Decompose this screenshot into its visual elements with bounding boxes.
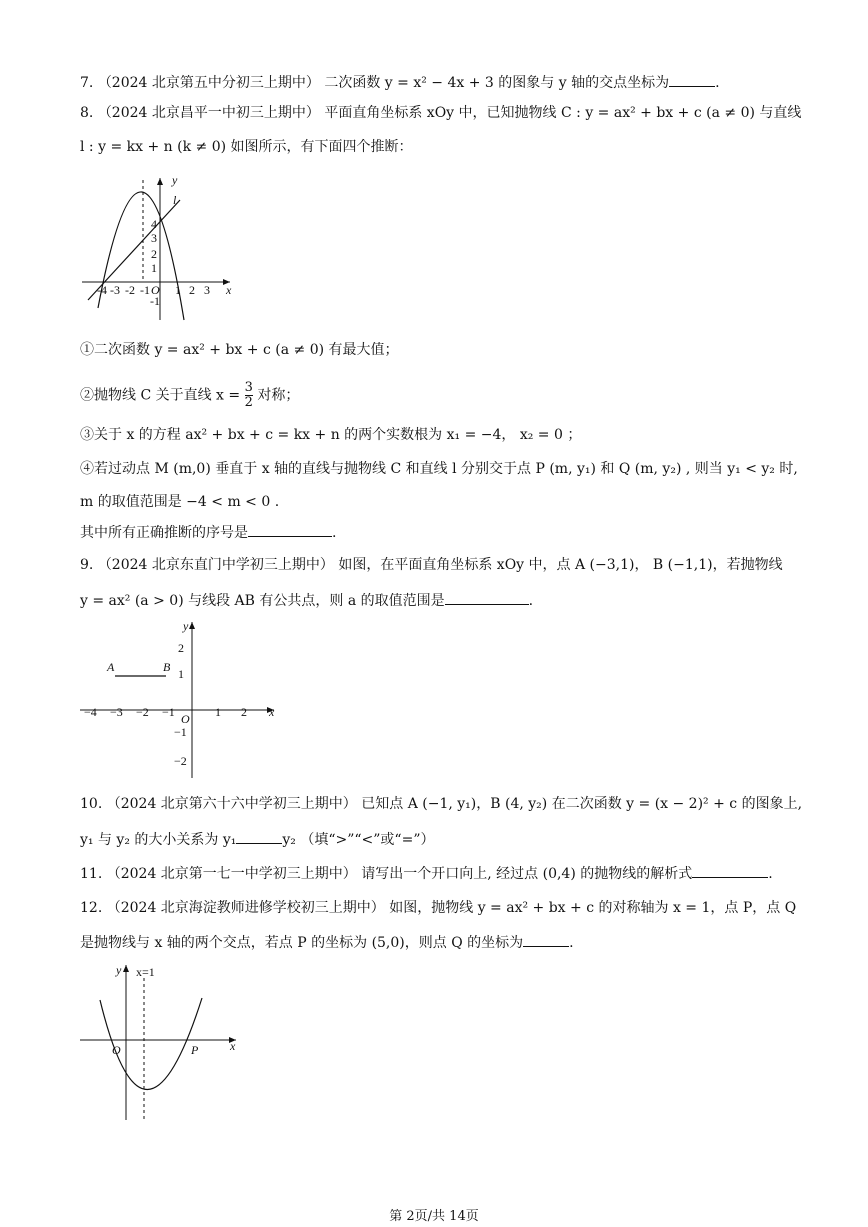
q8-line1 <box>80 103 801 123</box>
q10-line1 <box>80 794 802 814</box>
q8-origin-label: O <box>151 283 160 297</box>
page-footer: 第 2页/共 14页 <box>389 1209 479 1224</box>
q9-x-label: x <box>269 705 275 719</box>
q12-text-2: 是抛物线与 x 轴的两个交点，若点 P 的坐标为 (5,0)，则点 Q 的坐标为 <box>80 935 524 951</box>
q8-l-label: l <box>173 193 177 207</box>
q7-number: 7. <box>80 75 94 91</box>
q9-answer-blank[interactable] <box>445 590 529 605</box>
q8-xtick-5: 2 <box>189 283 195 297</box>
q8-xtick-0: -4 <box>97 283 107 297</box>
q9-end: . <box>528 593 534 609</box>
q12-answer-blank[interactable] <box>523 932 569 947</box>
q9-graph <box>78 620 278 780</box>
q12-point-p-label: P <box>191 1043 199 1057</box>
q8-y-label: y <box>172 173 178 187</box>
q10-line2 <box>80 829 434 850</box>
q8-ask <box>80 522 336 543</box>
q9-xtick-3: −1 <box>162 705 175 719</box>
q10-text-2a: y₁ 与 y₂ 的大小关系为 y₁ <box>80 832 237 848</box>
q9-xtick-2: −2 <box>136 705 149 719</box>
q11-number: 11. <box>80 866 103 882</box>
q12-number: 12. <box>80 900 103 916</box>
q12-line1 <box>80 898 796 918</box>
q9-xtick-4: 1 <box>215 705 221 719</box>
q9-point-b-label: B <box>163 660 171 674</box>
q10-source: （2024 北京第六十六中学初三上期中） <box>106 796 357 812</box>
q9-y-label: y <box>183 619 189 633</box>
q12-graph <box>78 960 248 1125</box>
q12-origin-label: O <box>112 1043 121 1057</box>
q9-xtick-5: 2 <box>241 705 247 719</box>
q8-ytick-neg1: -1 <box>150 294 160 308</box>
q8-statement-4b: m 的取值范围是 −4 < m < 0 . <box>80 494 280 510</box>
q8-ytick-3: 3 <box>151 231 157 245</box>
q12-source: （2024 北京海淀教师进修学校初三上期中） <box>106 900 385 916</box>
q8-x-label: x <box>226 283 232 297</box>
q10-answer-blank[interactable] <box>236 829 282 844</box>
q11-line <box>80 863 773 884</box>
q8-xtick-2: -2 <box>125 283 135 297</box>
q8-xtick-4: 1 <box>175 283 181 297</box>
q9-line1 <box>80 555 783 575</box>
q9-origin-label: O <box>181 712 190 726</box>
q8-parabola <box>98 192 184 320</box>
q8-number: 8. <box>80 105 94 121</box>
q8-s2-text-a: ②抛物线 C 关于直线 x = <box>80 387 241 404</box>
q9-ytick-1: 1 <box>178 667 184 681</box>
q9-xtick-1: −3 <box>110 705 123 719</box>
q8-text-1: 平面直角坐标系 xOy 中，已知抛物线 C : y = ax² + bx + c (a ≠ 0) 与直线 <box>324 105 802 121</box>
q12-end: . <box>569 935 574 951</box>
q7-line <box>80 72 720 93</box>
q11-text: 请写出一个开口向上, 经过点 (0,4) 的抛物线的解析式 <box>361 866 693 882</box>
q9-ytick-3: −2 <box>174 754 187 768</box>
q9-ytick-2: −1 <box>174 725 187 739</box>
q8-xtick-3: -1 <box>140 283 150 297</box>
q10-text-1: 已知点 A (−1, y₁)，B (4, y₂) 在二次函数 y = (x − 2)² + c 的图象上, <box>361 796 803 812</box>
q8-statement-4: ④若过动点 M (m,0) 垂直于 x 轴的直线与抛物线 C 和直线 l 分别交于点 P (m, y₁) 和 Q (m, y₂) , 则当 y₁ < y₂ 时, <box>80 461 798 477</box>
q9-text-2: y = ax² (a > 0) 与线段 AB 有公共点，则 a 的取值范围是 <box>80 593 445 609</box>
q12-symmetry-label: x=1 <box>136 965 155 979</box>
q11-source: （2024 北京第一七一中学初三上期中） <box>106 866 357 882</box>
q7-source: （2024 北京第五中分初三上期中） <box>97 75 320 91</box>
q12-x-label: x <box>230 1039 236 1053</box>
q11-end: . <box>768 866 773 882</box>
q8-statement-3: ③关于 x 的方程 ax² + bx + c = kx + n 的两个实数根为 x₁ = −4， x₂ = 0 ； <box>80 427 582 443</box>
q8-statement-1: ①二次函数 y = ax² + bx + c (a ≠ 0) 有最大值； <box>80 342 399 358</box>
q9-text-1: 如图，在平面直角坐标系 xOy 中，点 A (−3,1)， B (−1,1)，若抛物线 <box>338 557 783 573</box>
q8-ytick-1: 1 <box>151 261 157 275</box>
q8-source: （2024 北京昌平一中初三上期中） <box>97 105 320 121</box>
q8-answer-blank[interactable] <box>248 522 332 537</box>
q9-xtick-0: −4 <box>84 705 97 719</box>
q9-ytick-0: 2 <box>178 641 184 655</box>
q8-line2: l : y = kx + n (k ≠ 0) 如图所示，有下面四个推断： <box>80 139 413 155</box>
q12-text-1: 如图，抛物线 y = ax² + bx + c 的对称轴为 x = 1，点 P，点 Q <box>389 900 797 916</box>
q7-answer-blank[interactable] <box>669 72 715 87</box>
q10-text-2b: y₂ （填“>”“<”或“=”） <box>282 832 435 848</box>
q8-xtick-6: 3 <box>204 283 210 297</box>
q8-s2-fraction <box>245 381 253 410</box>
q12-y-label: y <box>116 963 122 977</box>
q8-ask-text: 其中所有正确推断的序号是 <box>80 525 248 541</box>
q8-graph <box>80 170 240 330</box>
q8-s2-frac-den: 2 <box>244 395 253 410</box>
q11-answer-blank[interactable] <box>692 863 768 878</box>
q8-s2-text-b: 对称； <box>257 387 300 404</box>
q9-source: （2024 北京东直门中学初三上期中） <box>97 557 334 573</box>
q7-text: 二次函数 y = x² − 4x + 3 的图象与 y 轴的交点坐标为 <box>324 75 670 91</box>
q8-ytick-4: 4 <box>151 217 157 231</box>
q9-point-a-label: A <box>107 660 115 674</box>
q7-end: . <box>715 75 720 91</box>
q8-end: . <box>332 525 337 541</box>
q10-number: 10. <box>80 796 103 812</box>
q8-statement-2 <box>80 381 299 410</box>
q9-number: 9. <box>80 557 94 573</box>
q8-xtick-1: -3 <box>110 283 120 297</box>
q8-ytick-2: 2 <box>151 247 157 261</box>
q9-line2 <box>80 590 533 611</box>
q12-line2 <box>80 932 574 953</box>
q8-s2-frac-num: 3 <box>244 380 253 395</box>
